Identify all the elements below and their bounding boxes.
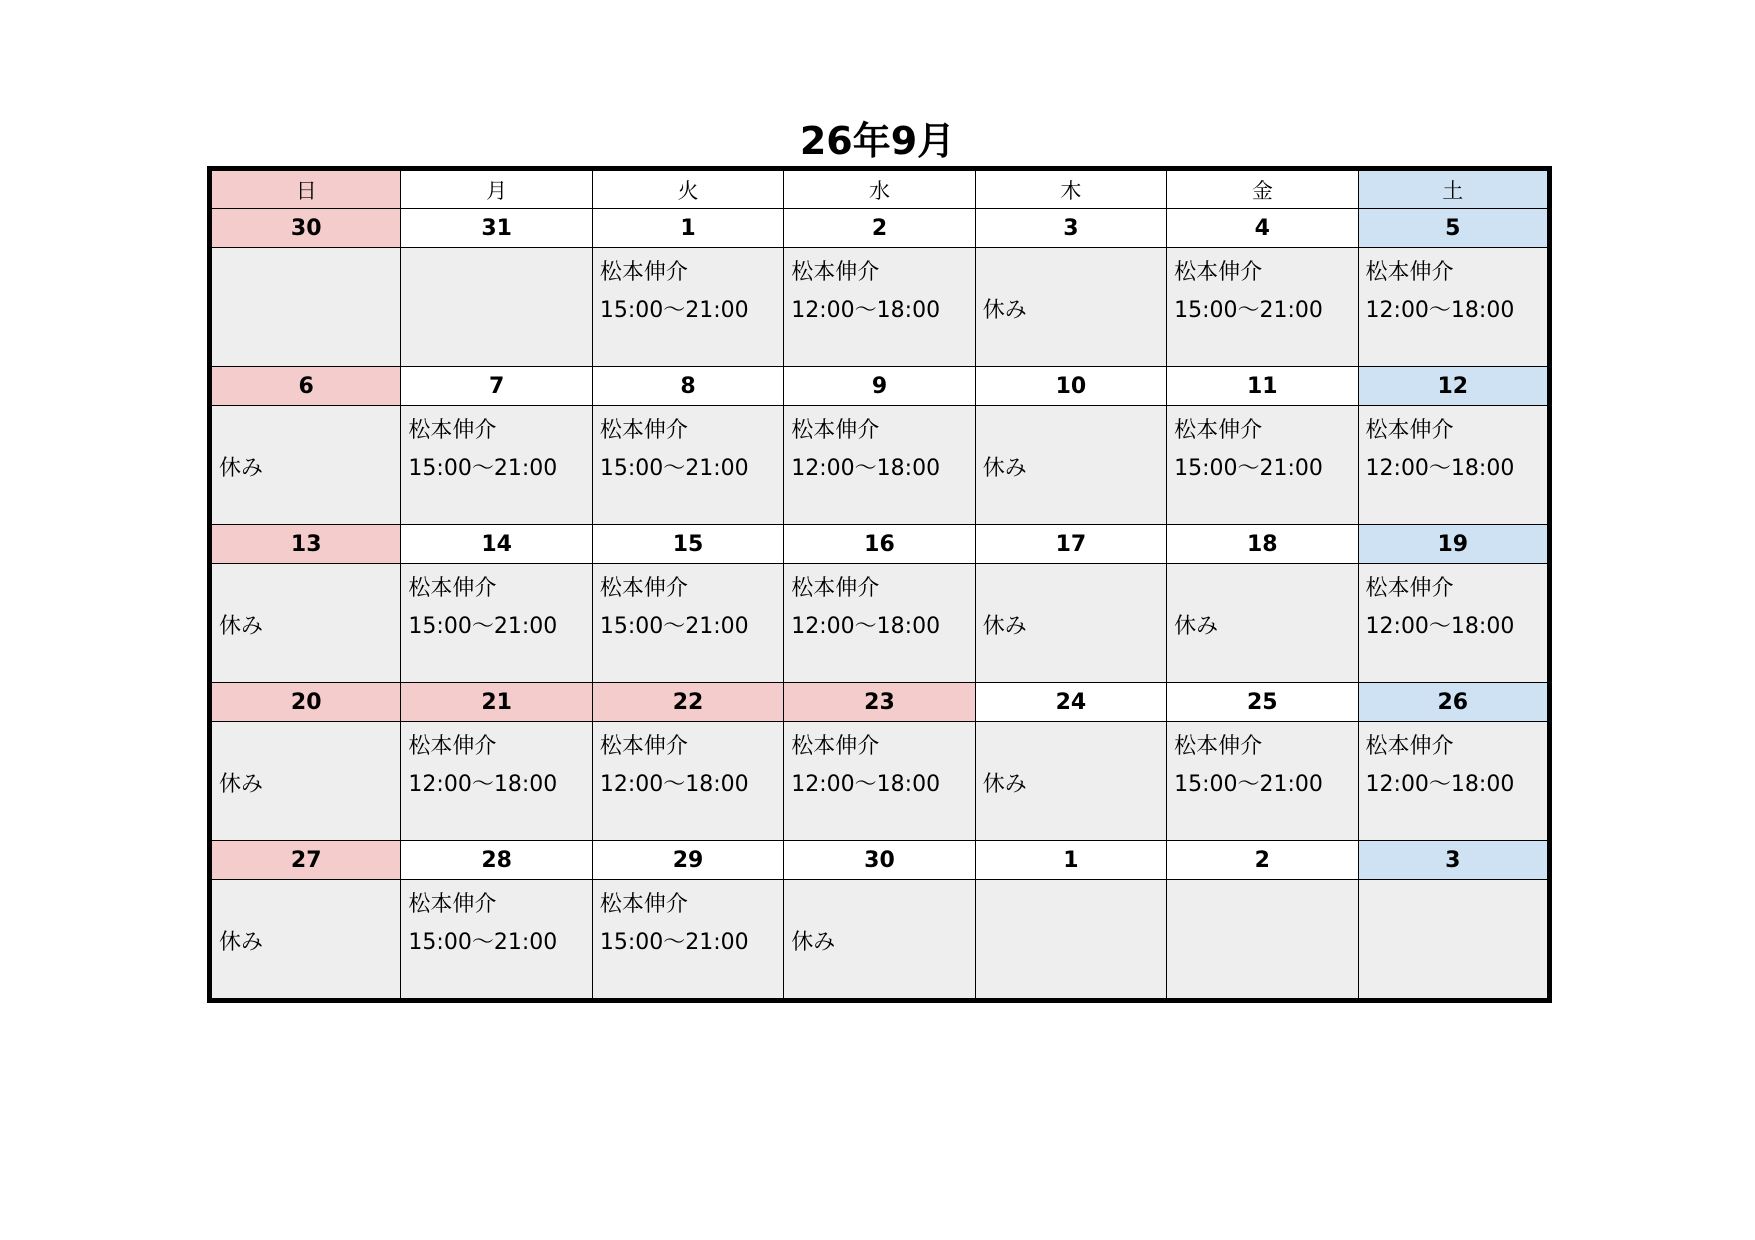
shift-time: 休み bbox=[982, 772, 1027, 797]
date-cell: 9 bbox=[784, 367, 975, 406]
shift-time: 12:00〜18:00 bbox=[599, 772, 749, 797]
schedule-cell bbox=[1167, 248, 1358, 367]
date-cell: 19 bbox=[1358, 525, 1549, 564]
date-cell: 3 bbox=[1358, 841, 1549, 880]
calendar-grid bbox=[207, 166, 1552, 1003]
schedule-cell bbox=[1167, 564, 1358, 683]
schedule-cell bbox=[975, 248, 1166, 367]
date-cell: 29 bbox=[592, 841, 783, 880]
weekday-saturday: 土 bbox=[1358, 169, 1549, 209]
weekday-monday: 月 bbox=[401, 169, 592, 209]
date-cell: 26 bbox=[1358, 683, 1549, 722]
date-cell: 15 bbox=[592, 525, 783, 564]
schedule-cell bbox=[1167, 406, 1358, 525]
shift-time: 15:00〜21:00 bbox=[408, 614, 558, 639]
schedule-cell bbox=[210, 722, 401, 841]
schedule-cell bbox=[784, 564, 975, 683]
date-cell: 20 bbox=[210, 683, 401, 722]
schedule-cell bbox=[1167, 722, 1358, 841]
schedule-cell bbox=[975, 880, 1166, 1001]
date-cell: 12 bbox=[1358, 367, 1549, 406]
schedule-row bbox=[210, 564, 1550, 683]
schedule-row bbox=[210, 722, 1550, 841]
schedule-cell bbox=[1358, 406, 1549, 525]
schedule-cell bbox=[1167, 880, 1358, 1001]
schedule-cell bbox=[210, 406, 401, 525]
date-cell: 11 bbox=[1167, 367, 1358, 406]
schedule-cell bbox=[401, 406, 592, 525]
staff-name: 松本伸介 bbox=[1365, 418, 1454, 443]
date-cell: 14 bbox=[401, 525, 592, 564]
schedule-cell bbox=[592, 564, 783, 683]
date-cell: 28 bbox=[401, 841, 592, 880]
schedule-cell bbox=[210, 564, 401, 683]
staff-name: 松本伸介 bbox=[408, 734, 497, 759]
staff-name: 松本伸介 bbox=[408, 892, 497, 917]
shift-time: 12:00〜18:00 bbox=[791, 298, 941, 323]
schedule-cell bbox=[975, 564, 1166, 683]
shift-time: 12:00〜18:00 bbox=[408, 772, 558, 797]
shift-time: 15:00〜21:00 bbox=[1174, 456, 1323, 481]
staff-name: 松本伸介 bbox=[599, 576, 688, 601]
shift-time: 15:00〜21:00 bbox=[1174, 298, 1323, 323]
shift-time: 休み bbox=[982, 614, 1027, 639]
date-row bbox=[210, 683, 1550, 722]
shift-time: 休み bbox=[219, 930, 264, 955]
staff-name: 松本伸介 bbox=[599, 260, 688, 285]
staff-name: 松本伸介 bbox=[791, 576, 880, 601]
date-row bbox=[210, 841, 1550, 880]
date-cell: 2 bbox=[1167, 841, 1358, 880]
shift-time: 12:00〜18:00 bbox=[1365, 298, 1515, 323]
staff-name: 松本伸介 bbox=[791, 734, 880, 759]
staff-name: 松本伸介 bbox=[791, 418, 880, 443]
shift-time: 12:00〜18:00 bbox=[791, 614, 941, 639]
date-cell: 2 bbox=[784, 209, 975, 248]
shift-time: 15:00〜21:00 bbox=[599, 298, 749, 323]
shift-time: 休み bbox=[219, 614, 264, 639]
date-cell: 7 bbox=[401, 367, 592, 406]
date-cell: 25 bbox=[1167, 683, 1358, 722]
schedule-cell bbox=[1358, 880, 1549, 1001]
weekday-wednesday: 水 bbox=[784, 169, 975, 209]
shift-time: 12:00〜18:00 bbox=[1365, 614, 1515, 639]
shift-time: 休み bbox=[982, 298, 1027, 323]
date-row bbox=[210, 525, 1550, 564]
date-cell: 6 bbox=[210, 367, 401, 406]
shift-time: 15:00〜21:00 bbox=[408, 930, 558, 955]
date-cell: 23 bbox=[784, 683, 975, 722]
staff-name: 松本伸介 bbox=[599, 892, 688, 917]
staff-name: 松本伸介 bbox=[599, 734, 688, 759]
weekday-friday: 金 bbox=[1167, 169, 1358, 209]
schedule-cell bbox=[975, 722, 1166, 841]
shift-time: 休み bbox=[219, 456, 264, 481]
staff-name: 松本伸介 bbox=[599, 418, 688, 443]
date-row bbox=[210, 209, 1550, 248]
date-cell: 22 bbox=[592, 683, 783, 722]
shift-time: 休み bbox=[219, 772, 264, 797]
date-cell: 16 bbox=[784, 525, 975, 564]
shift-time: 15:00〜21:00 bbox=[599, 930, 749, 955]
shift-time: 12:00〜18:00 bbox=[791, 456, 941, 481]
calendar-title: 26年9月 bbox=[799, 119, 956, 163]
schedule-cell bbox=[784, 406, 975, 525]
shift-time: 15:00〜21:00 bbox=[599, 456, 749, 481]
date-cell: 18 bbox=[1167, 525, 1358, 564]
shift-time: 12:00〜18:00 bbox=[1365, 456, 1515, 481]
staff-name: 松本伸介 bbox=[1174, 734, 1263, 759]
staff-name: 松本伸介 bbox=[408, 418, 497, 443]
schedule-row bbox=[210, 248, 1550, 367]
weekday-thursday: 木 bbox=[975, 169, 1166, 209]
schedule-cell bbox=[401, 564, 592, 683]
schedule-cell bbox=[784, 248, 975, 367]
schedule-cell bbox=[401, 722, 592, 841]
date-cell: 5 bbox=[1358, 209, 1549, 248]
date-cell: 4 bbox=[1167, 209, 1358, 248]
schedule-cell bbox=[784, 880, 975, 1001]
schedule-cell bbox=[592, 722, 783, 841]
shift-time: 休み bbox=[982, 456, 1027, 481]
staff-name: 松本伸介 bbox=[791, 260, 880, 285]
staff-name: 松本伸介 bbox=[408, 576, 497, 601]
schedule-cell bbox=[592, 880, 783, 1001]
shift-time: 休み bbox=[1174, 614, 1219, 639]
schedule-cell bbox=[401, 248, 592, 367]
schedule-row bbox=[210, 880, 1550, 1001]
schedule-cell bbox=[210, 880, 401, 1001]
weekday-header-row bbox=[210, 169, 1550, 209]
weekday-tuesday: 火 bbox=[592, 169, 783, 209]
date-cell: 24 bbox=[975, 683, 1166, 722]
schedule-cell bbox=[592, 248, 783, 367]
date-cell: 17 bbox=[975, 525, 1166, 564]
schedule-cell bbox=[1358, 248, 1549, 367]
date-cell: 21 bbox=[401, 683, 592, 722]
shift-time: 15:00〜21:00 bbox=[1174, 772, 1323, 797]
date-cell: 30 bbox=[210, 209, 401, 248]
staff-name: 松本伸介 bbox=[1365, 260, 1454, 285]
weekday-sunday: 日 bbox=[210, 169, 401, 209]
schedule-cell bbox=[1358, 722, 1549, 841]
staff-name: 松本伸介 bbox=[1365, 576, 1454, 601]
date-cell: 31 bbox=[401, 209, 592, 248]
staff-name: 松本伸介 bbox=[1174, 418, 1263, 443]
staff-name: 松本伸介 bbox=[1365, 734, 1454, 759]
schedule-cell bbox=[975, 406, 1166, 525]
date-cell: 30 bbox=[784, 841, 975, 880]
schedule-cell bbox=[592, 406, 783, 525]
schedule-cell bbox=[784, 722, 975, 841]
date-cell: 1 bbox=[975, 841, 1166, 880]
schedule-cell bbox=[210, 248, 401, 367]
shift-time: 15:00〜21:00 bbox=[599, 614, 749, 639]
date-cell: 27 bbox=[210, 841, 401, 880]
date-cell: 13 bbox=[210, 525, 401, 564]
date-cell: 10 bbox=[975, 367, 1166, 406]
date-cell: 1 bbox=[592, 209, 783, 248]
schedule-row bbox=[210, 406, 1550, 525]
schedule-cell bbox=[1358, 564, 1549, 683]
schedule-cell bbox=[401, 880, 592, 1001]
shift-time: 12:00〜18:00 bbox=[1365, 772, 1515, 797]
date-cell: 8 bbox=[592, 367, 783, 406]
date-cell: 3 bbox=[975, 209, 1166, 248]
shift-time: 休み bbox=[791, 930, 836, 955]
staff-name: 松本伸介 bbox=[1174, 260, 1263, 285]
shift-time: 15:00〜21:00 bbox=[408, 456, 558, 481]
date-row bbox=[210, 367, 1550, 406]
shift-time: 12:00〜18:00 bbox=[791, 772, 941, 797]
